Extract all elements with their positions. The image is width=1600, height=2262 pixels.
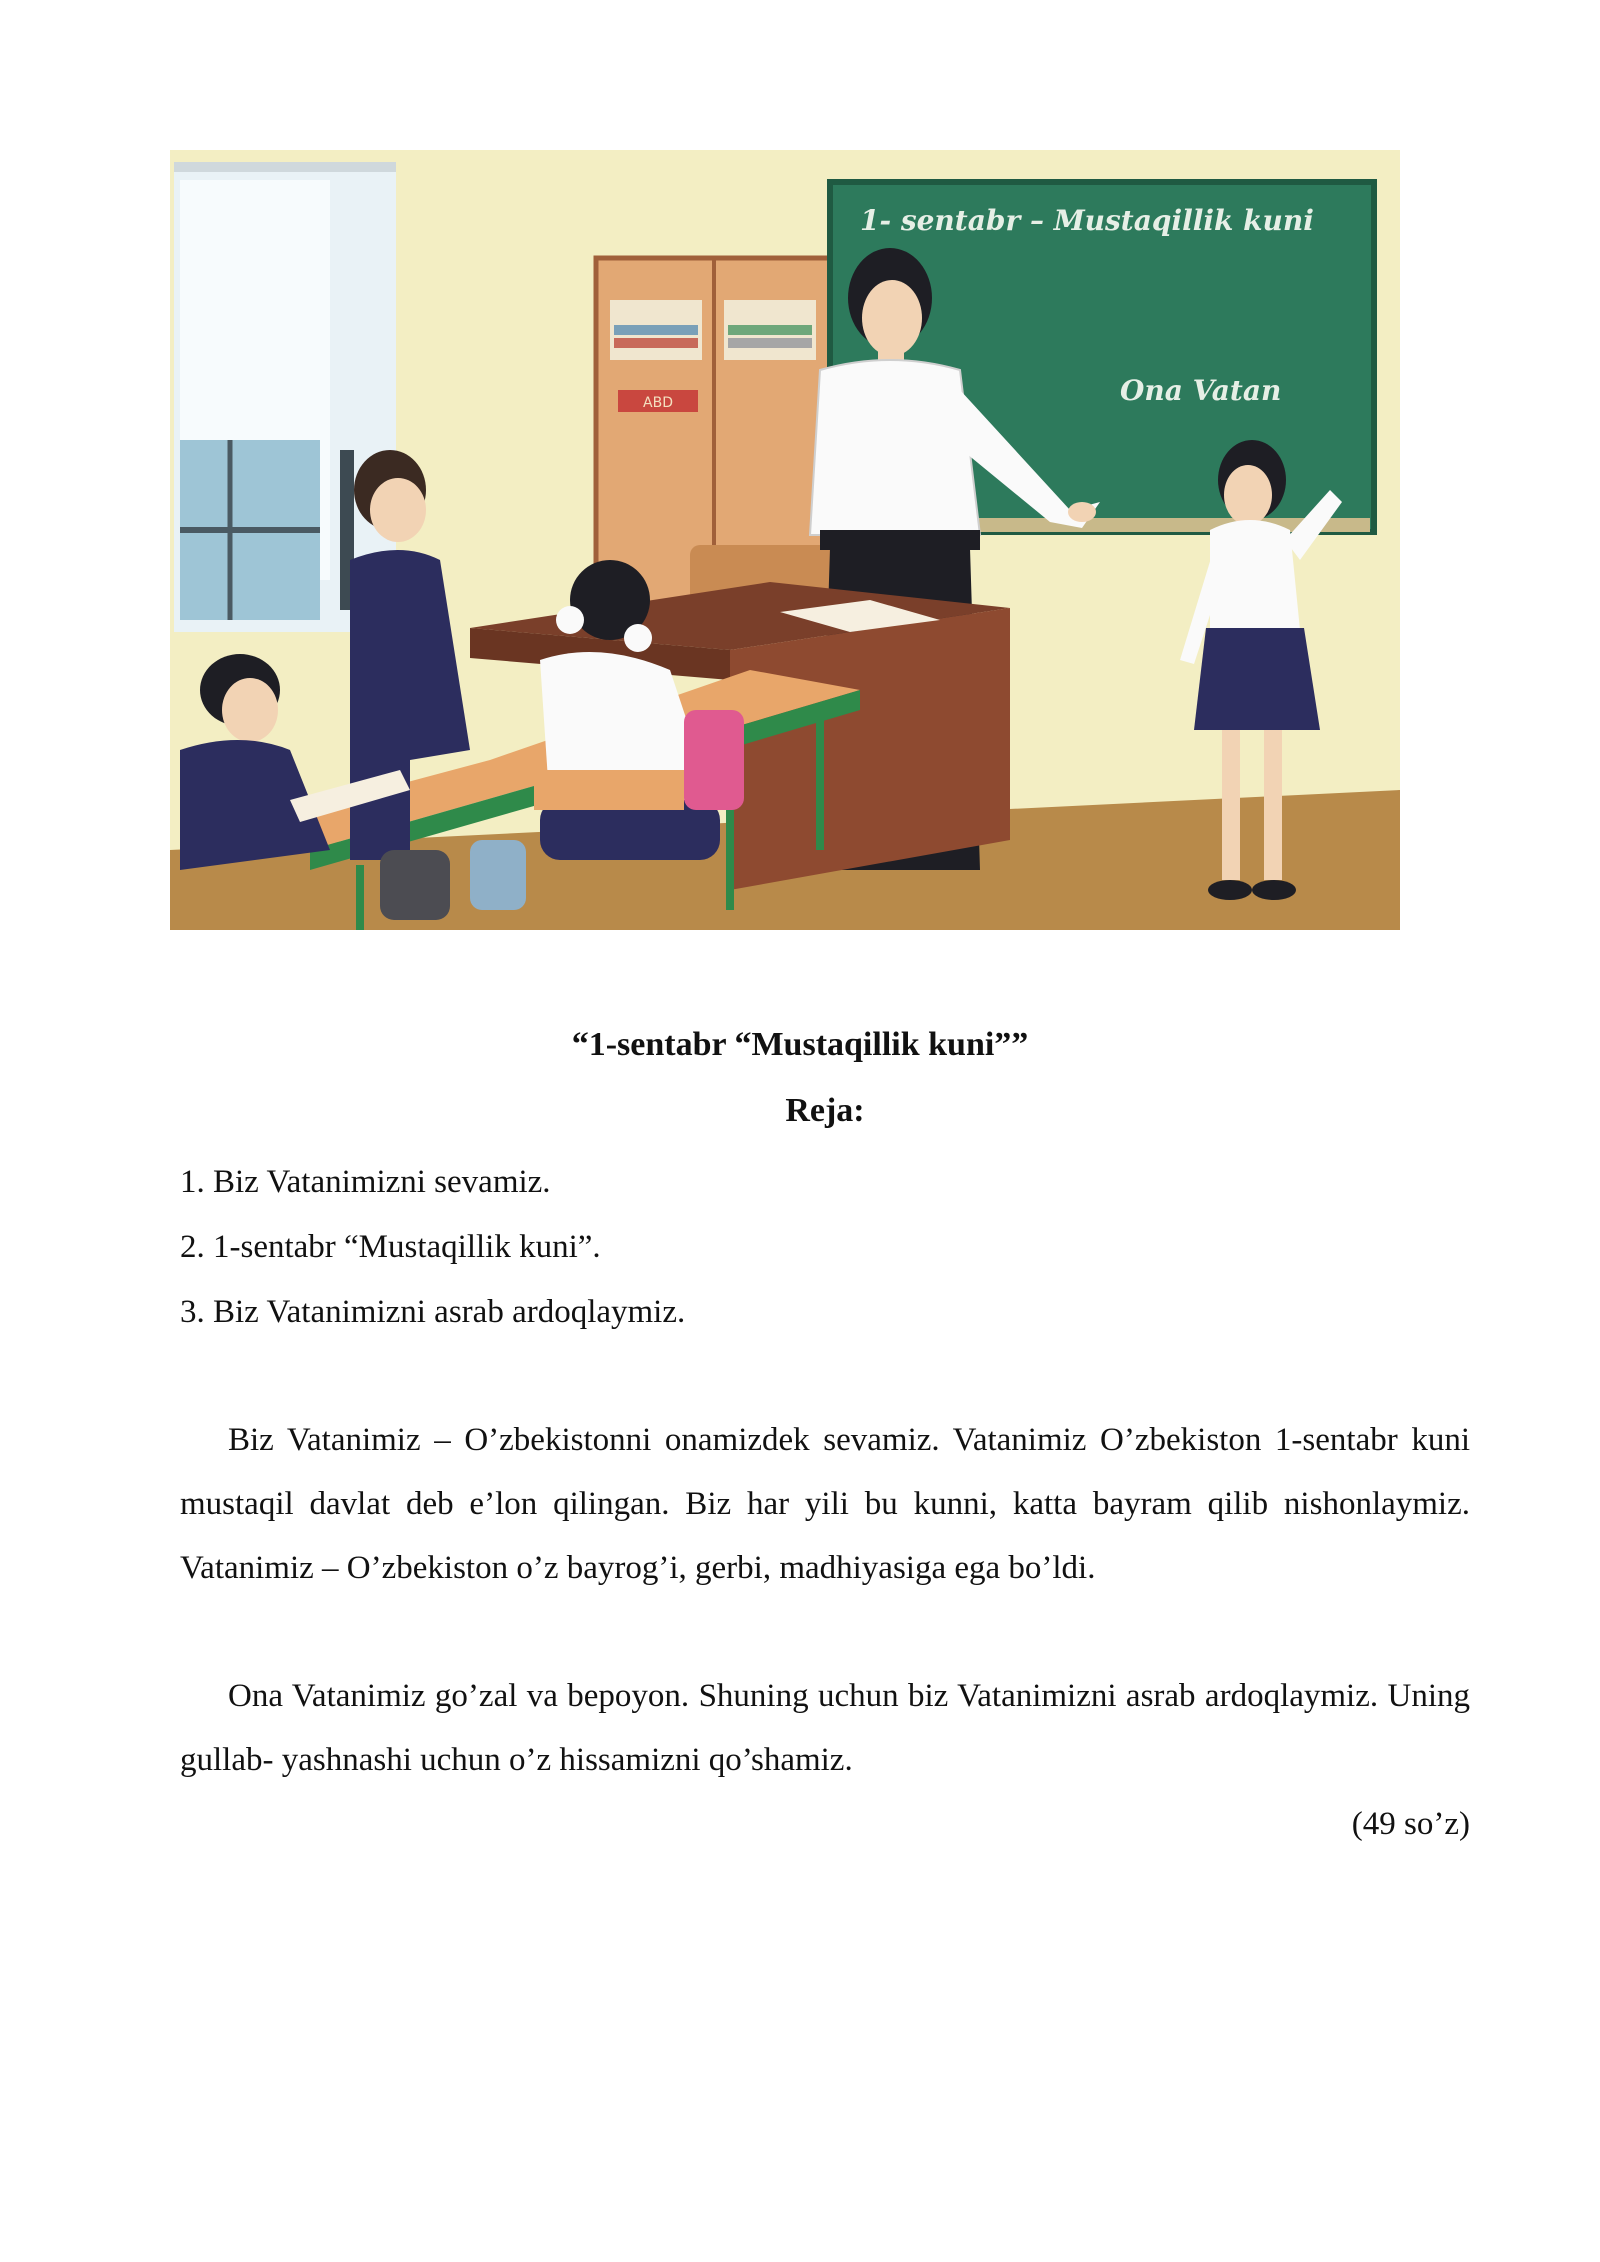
plan-item: 3. Biz Vatanimizni asrab ardoqlaymiz. [180, 1294, 686, 1330]
plan-list [180, 1150, 1480, 1345]
page-title: “1-sentabr “Mustaqillik kuni”” [571, 1026, 1029, 1063]
board-text-line2: Ona Vatan [1120, 374, 1282, 407]
board-text-line1: 1- sentabr – Mustaqillik kuni [860, 204, 1314, 237]
plan-item: 2. 1-sentabr “Mustaqillik kuni”. [180, 1229, 601, 1265]
word-count: (49 so’z) [1351, 1806, 1470, 1842]
body-paragraph: Ona Vatanimiz go’zal va bepoyon. Shuning uchun biz Vatanimizni asrab ardoqlaymiz. Uning gullab- yashnashi uchun o’z hissamizni qo’shamiz. [180, 1678, 1470, 1778]
plan-heading: Reja: [785, 1092, 865, 1129]
bookshelf-label: ABD [643, 395, 673, 411]
plan-item: 1. Biz Vatanimizni sevamiz. [180, 1164, 551, 1200]
classroom-illustration [170, 150, 1400, 930]
body-paragraph: Biz Vatanimiz – O’zbekistonni onamizdek sevamiz. Vatanimiz O’zbekiston 1-sentabr kuni mustaqil davlat deb e’lon qilingan. Biz har yili bu kunni, katta bayram qilib nishonlaymiz. Vatanimiz – O’zbekiston o’z bayrog’i, gerbi, madhiyasiga ega bo’ldi. [180, 1422, 1470, 1586]
